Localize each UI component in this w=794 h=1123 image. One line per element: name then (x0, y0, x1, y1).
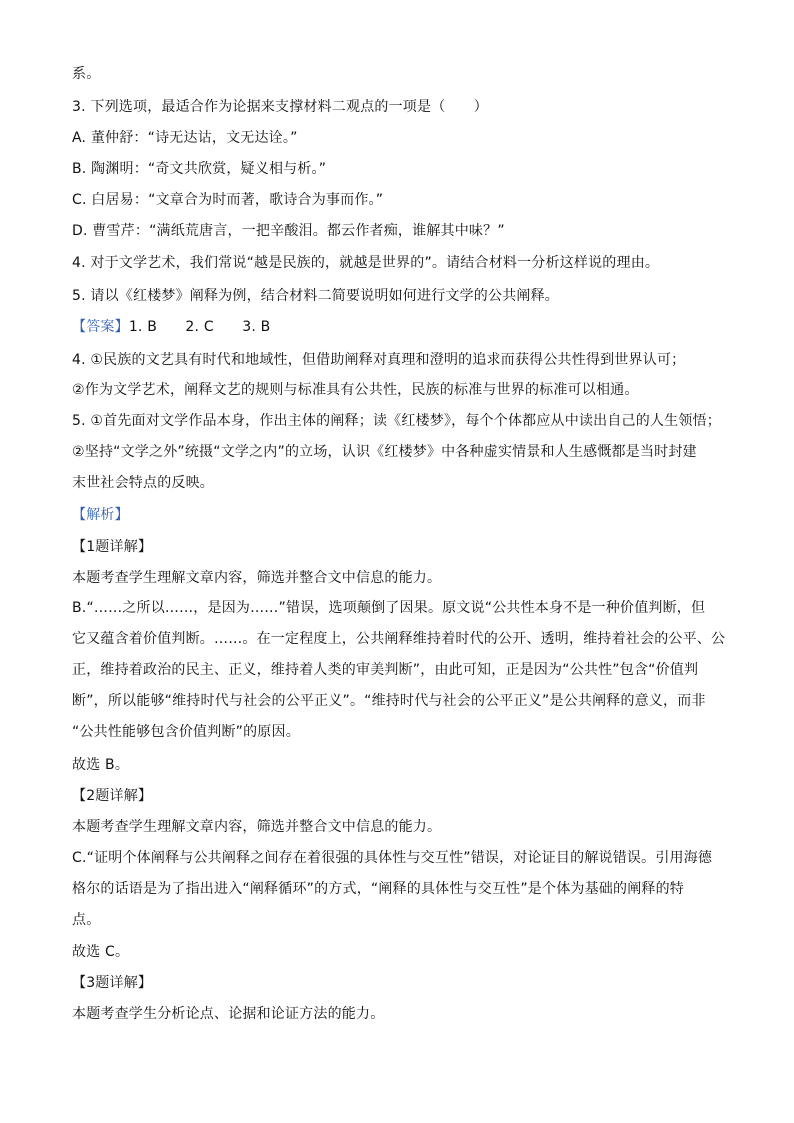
option-d: D. 曹雪芹：“满纸荒唐言，一把辛酸泪。都云作者痴，谁解其中味？” (72, 223, 505, 239)
q2-choice: 故选 C。 (72, 944, 130, 960)
answer-5-line-2: ②坚持“文学之外”统摄“文学之内”的立场，认识《红楼梦》中各种虚实情景和人生感慨都是当时封建 (72, 444, 697, 460)
q1-para-5: “公共性能够包含价值判断”的原因。 (72, 724, 300, 740)
text-line: 系。 (72, 66, 101, 82)
option-b: B. 陶渊明：“奇文共欣赏，疑义相与析。” (72, 161, 327, 177)
question-4: 4. 对于文学艺术，我们常说“越是民族的，就越是世界的”。请结合材料一分析这样说的理由。 (72, 255, 660, 271)
q1-choice: 故选 B。 (72, 757, 130, 773)
q3-intro: 本题考查学生分析论点、论据和论证方法的能力。 (72, 1006, 385, 1022)
option-a: A. 董仲舒：“诗无达诂，文无达诠。” (72, 130, 298, 146)
q1-para-1: B.“……之所以……，是因为……”错误，选项颠倒了因果。原文说“公共性本身不是一种价值判断，但 (72, 600, 706, 616)
option-c: C. 白居易：“文章合为时而著，歌诗合为事而作。” (72, 192, 384, 208)
answer-line (72, 317, 734, 337)
q2-intro: 本题考查学生理解文章内容，筛选并整合文中信息的能力。 (72, 819, 442, 835)
analysis-heading: 【解析】 (72, 507, 129, 523)
answer-5-line-1: 5. ①首先面对文学作品本身，作出主体的阐释；读《红楼梦》，每个个体都应从中读出自己的人生领悟； (72, 413, 721, 429)
q1-para-4: 断”，所以能够“维持时代与社会的公平正义”。“维持时代与社会的公平正义”是公共阐释的意义，而非 (72, 693, 706, 709)
q1-heading: 【1题详解】 (72, 539, 153, 555)
q2-para-2: 格尔的话语是为了指出进入“阐释循环”的方式，“阐释的具体性与交互性”是个体为基础的阐释的特 (72, 881, 685, 897)
q1-intro: 本题考查学生理解文章内容，筛选并整合文中信息的能力。 (72, 570, 442, 586)
q2-para-1: C.“证明个体阐释与公共阐释之间存在着很强的具体性与交互性”错误，对论证目的解说错误。引用海德 (72, 850, 713, 866)
q1-para-2: 它又蕴含着价值判断。……。在一定程度上，公共阐释维持着时代的公开、透明，维持着社会的公平、公 (72, 631, 726, 647)
question-3: 3. 下列选项，最适合作为论据来支撑材料二观点的一项是（ ） (72, 99, 489, 115)
q3-heading: 【3题详解】 (72, 975, 153, 991)
answer-text: 1. B 2. C 3. B (128, 319, 271, 335)
q2-heading: 【2题详解】 (72, 788, 153, 804)
answer-4-line-1: 4. ①民族的文艺具有时代和地域性，但借助阐释对真理和澄明的追求而获得公共性得到世界认可； (72, 352, 686, 368)
q2-para-3: 点。 (72, 912, 101, 928)
answer-label: 【答案】 (72, 319, 129, 335)
question-5: 5. 请以《红楼梦》阐释为例，结合材料二简要说明如何进行文学的公共阐释。 (72, 288, 560, 304)
answer-4-line-2: ②作为文学艺术，阐释文艺的规则与标准具有公共性，民族的标准与世界的标准可以相通。 (72, 382, 639, 398)
answer-5-line-3: 末世社会特点的反映。 (72, 475, 214, 491)
q1-para-3: 正，维持着政治的民主、正义，维持着人类的审美判断”，由此可知，正是因为“公共性”包含“价值判 (72, 662, 699, 678)
